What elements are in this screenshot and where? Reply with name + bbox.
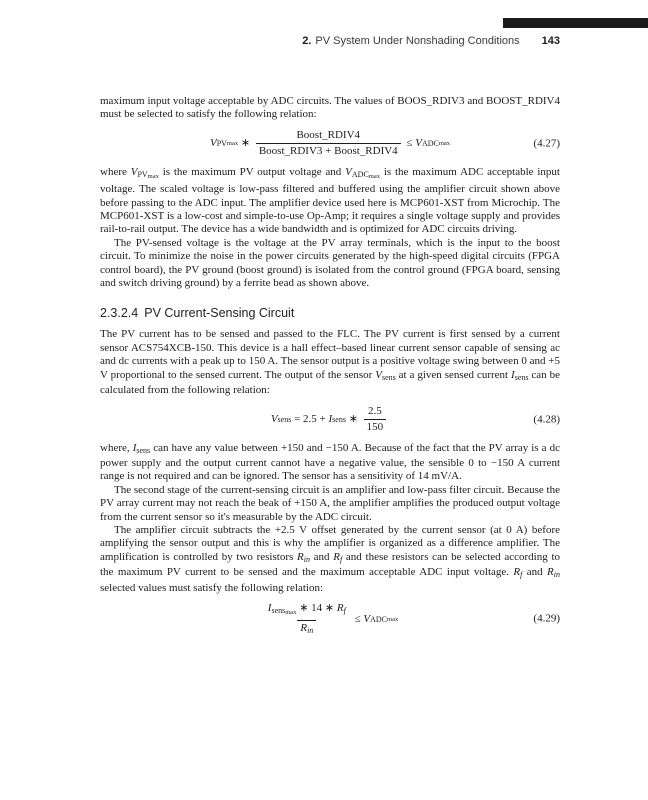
text-run: R	[333, 550, 340, 563]
text-run: V	[130, 165, 138, 178]
text-run: R	[336, 601, 344, 614]
text-run: The second stage of the current-sensing circuit is an amplifier and low-pass filter circuit. Because the PV array current may not reach the beak of +150 A, the amplifier amplifies the produced output voltage from the current sensor so it's measurable by the ADC circuit.	[100, 483, 560, 523]
text-run: sens	[514, 372, 529, 382]
chapter-title: PV System Under Nonshading Conditions	[315, 35, 520, 47]
text-run: ADC	[370, 614, 388, 624]
fraction-denominator	[364, 419, 387, 434]
page-header	[100, 35, 560, 47]
text-run: maximum input voltage acceptable by ADC circuits. The values of BOOS_RDIV3 and BOOST_RDIV4 must be selected to satisfy the following relation:	[100, 95, 560, 121]
paragraph	[100, 166, 560, 237]
text-run: R	[547, 566, 554, 579]
equation	[100, 602, 560, 637]
text-run: can be calculated from the following relation:	[100, 368, 560, 397]
text-run: max	[368, 172, 380, 180]
equation-number: (4.28)	[533, 412, 560, 425]
text-run: V	[270, 412, 278, 425]
text-run: ∗ 14 ∗	[296, 601, 337, 614]
text-run: max	[387, 615, 399, 623]
text-run: in	[553, 570, 560, 580]
fraction	[265, 602, 349, 637]
fraction	[256, 129, 401, 158]
text-run: f	[343, 605, 346, 615]
paragraph	[100, 484, 560, 524]
equation-number: (4.27)	[533, 137, 560, 150]
text-run: sens	[136, 445, 151, 455]
paragraph	[100, 328, 560, 397]
text-run: where	[100, 165, 131, 178]
content	[100, 95, 560, 644]
fraction-denominator	[256, 143, 401, 158]
text-run: max	[285, 608, 297, 616]
text-run: = 2.5 +	[291, 412, 329, 425]
equation-number: (4.29)	[533, 612, 560, 625]
text-run: selected values must satisfy the following relation:	[100, 581, 324, 594]
text-run: V	[209, 137, 217, 150]
text-run: and these resistors can be selected according to the maximum PV current to be sensed and the maximum acceptable ADC input voltage.	[100, 550, 560, 579]
equation	[100, 129, 560, 159]
text-run: ∗	[345, 412, 361, 425]
text-run: and	[309, 550, 334, 563]
text-run: The amplifier circuit subtracts the +2.5 V offset generated by the current sensor (at 0 A) before amplifying the sensor output and this is why the amplifier is organized as a difference amplifier. The amplification is controlled by two resistors	[100, 523, 560, 563]
text-run: sens	[381, 372, 396, 382]
text-run: in	[307, 625, 314, 635]
text-run: V	[345, 165, 352, 178]
text-run: max	[147, 172, 159, 180]
text-run: and	[522, 566, 548, 579]
section-number: 2.3.2.4	[100, 306, 139, 321]
text-run: can have any value between +150 and −150 A. Because of the fact that the PV array is a dc power supply and the output current cannot have a negative value, the sensible 0 to −150 A current range is not required and can be ignored. The sensor has a sensitivity of 14 mV/A.	[100, 441, 561, 483]
text-run: V	[363, 612, 371, 625]
paragraph	[100, 442, 560, 484]
text-run: Boost_RDIV4	[296, 129, 361, 142]
text-run: R	[300, 621, 308, 634]
chapter-number: 2.	[302, 35, 312, 47]
text-run: The PV-sensed voltage is the voltage at the PV array terminals, which is the input to the boost circuit. To minimize the noise in the power circuits generated by the high-speed digital circuits (FPGA control board), the PV ground (boost ground) is isolated from the control ground (FPGA board, sensing and switch driving ground) by a ferrite bead as shown above.	[100, 236, 560, 290]
text-run: sens	[332, 414, 346, 424]
text-run: in	[303, 554, 310, 564]
text-run: I	[132, 441, 137, 454]
text-run: f	[339, 554, 343, 564]
equation-body	[210, 129, 450, 158]
text-run: R	[513, 566, 521, 579]
text-run: sens	[277, 414, 292, 424]
text-run: R	[296, 550, 304, 563]
text-run: ≤	[403, 137, 416, 150]
text-run: V	[415, 137, 422, 150]
paragraph	[100, 524, 560, 595]
text-run: PV	[216, 139, 227, 149]
text-run: Boost_RDIV3 + Boost_RDIV4	[258, 145, 398, 158]
paragraph	[100, 95, 560, 122]
text-run: where,	[100, 441, 133, 454]
text-run: V	[375, 368, 382, 381]
text-run: at a given sensed current	[395, 368, 512, 381]
equation-body	[262, 602, 398, 637]
text-run: is the maximum PV output voltage and	[158, 165, 346, 178]
text-run: sens	[271, 605, 286, 615]
text-run: is the maximum ADC acceptable input voltage. The scaled voltage is low-pass filtered and buffered using the amplifier circuit shown above before passing to the ADC input. The amplifier device used here is MCP601-XST from Microchip. The MCP601-XST is a low-cost and simple-to-use Op-Amp; it requires a single voltage supply and provides rail-to-rail output. The device has a wide bandwidth and is optimized for ADC circuits driving.	[100, 165, 560, 236]
equation-body	[271, 405, 389, 434]
fraction-numerator	[365, 405, 385, 419]
text-run: 2.5	[368, 405, 382, 417]
text-run: f	[520, 570, 523, 580]
fraction	[364, 405, 387, 434]
text-run: 150	[366, 421, 384, 433]
text-run: ≤	[351, 612, 364, 625]
text-run: I	[511, 368, 515, 381]
text-run: max	[438, 140, 451, 148]
text-run: ADC	[421, 139, 439, 149]
fraction-numerator	[265, 602, 349, 620]
text-run: The PV current has to be sensed and passed to the FLC. The PV current is first sensed by a current sensor ACS754XCB-150. This device is a hall effect–based linear current sensor capable of sensing ac and dc currents with a peak up to 150 A. The sensor output is a positive voltage swing between 0 and +5 V proportional to the sensed current. The output of the sensor	[100, 328, 560, 381]
section-title: PV Current-Sensing Circuit	[144, 306, 295, 321]
text-run: I	[267, 601, 272, 614]
fraction-numerator	[293, 129, 363, 143]
header-bar	[503, 18, 648, 28]
paragraph	[100, 237, 560, 291]
section-heading	[100, 306, 560, 321]
text-run: ADC	[351, 169, 369, 179]
page-number: 143	[541, 35, 560, 47]
text-run: I	[328, 412, 333, 425]
text-run: max	[226, 140, 239, 148]
text-run: PV	[137, 169, 148, 179]
fraction-denominator	[297, 620, 316, 637]
equation	[100, 405, 560, 435]
text-run: ∗	[238, 137, 253, 150]
